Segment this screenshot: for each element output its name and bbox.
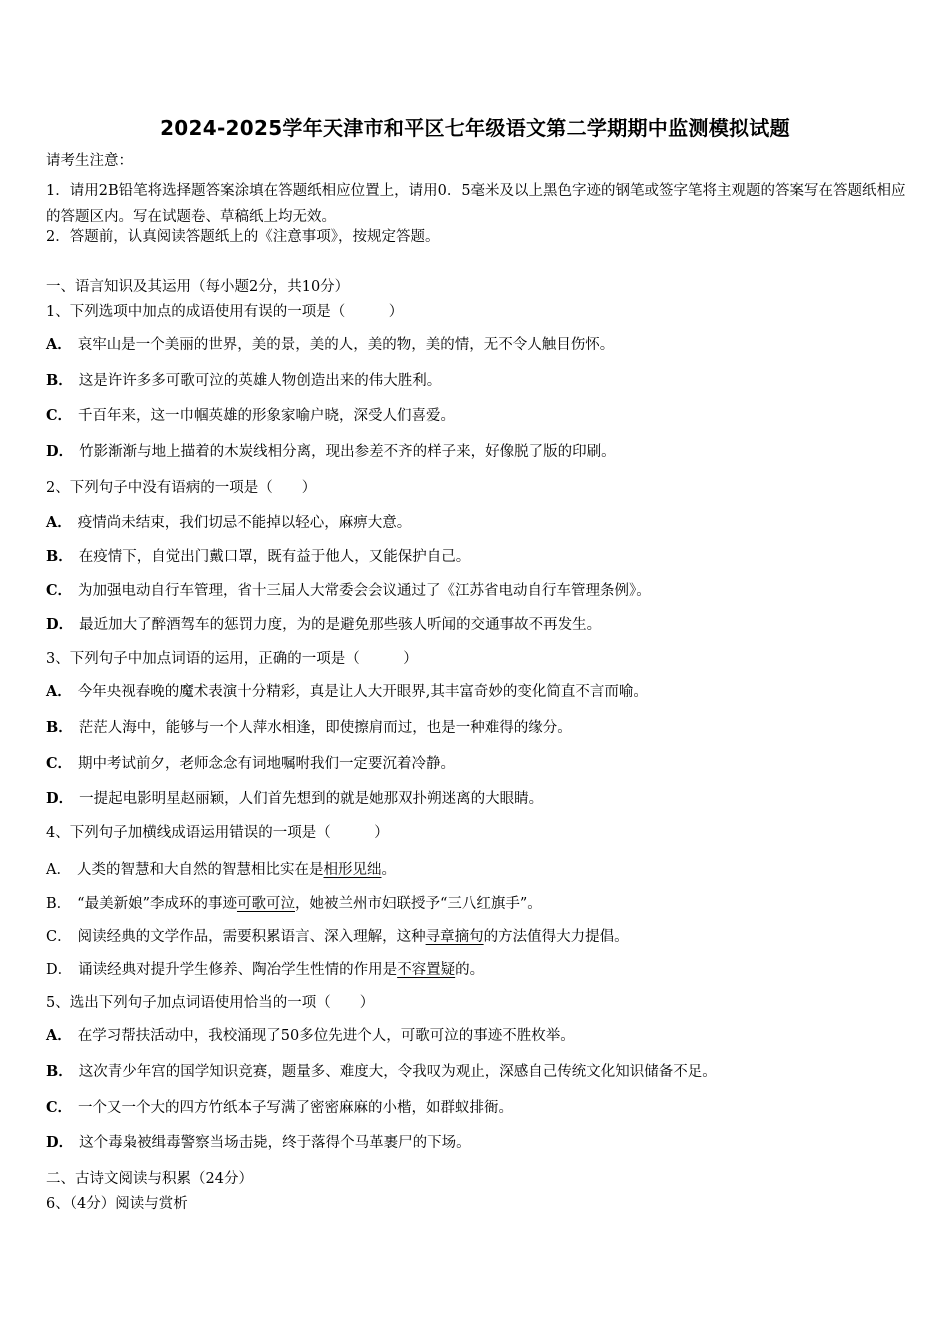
option-text: 疫情尚未结束，我们切忌不能掉以轻心，麻痹大意。 (77, 515, 412, 531)
underlined-idiom: 不容置疑 (397, 962, 456, 978)
option-letter: A． (46, 1027, 72, 1044)
question-5-option-d (46, 1134, 916, 1152)
option-text: 哀牢山是一个美丽的世界，美的景，美的人，美的物，美的情，无不令人触目伤怀。 (77, 337, 615, 353)
option-letter: A． (46, 514, 72, 531)
question-1-option-d (46, 443, 916, 461)
page-title: 2024-2025学年天津市和平区七年级语文第二学期期中监测模拟试题 (160, 116, 790, 140)
question-4-stem: 4、下列句子加横线成语运用错误的一项是（ ） (46, 825, 389, 841)
option-text: 这是许许多多可歌可泣的英雄人物创造出来的伟大胜利。 (78, 373, 442, 389)
question-3-stem: 3、下列句子中加点词语的运用，正确的一项是（ ） (46, 651, 418, 667)
option-text: 这次青少年宫的国学知识竞赛，题量多、难度大，令我叹为观止，深感自己传统文化知识储备不足。 (78, 1064, 717, 1080)
question-3-option-b (46, 719, 916, 737)
option-text: 千百年来，这一巾帼英雄的形象家喻户晓，深受人们喜爱。 (78, 408, 456, 424)
question-1-option-a (46, 336, 916, 354)
option-letter: D． (46, 1134, 74, 1151)
question-4-option-a (46, 861, 916, 879)
notice-heading: 请考生注意： (46, 153, 133, 169)
option-text: 在学习帮扶活动中，我校涌现了50多位先进个人，可歌可泣的事迹不胜枚举。 (77, 1028, 575, 1044)
option-letter: C． (46, 929, 72, 945)
option-text: 在疫情下，自觉出门戴口罩，既有益于他人，又能保护自己。 (78, 549, 471, 565)
option-letter: D． (46, 443, 74, 460)
question-4-option-c (46, 928, 916, 946)
option-text: 竹影渐渐与地上描着的木炭线相分离，现出参差不齐的样子来，好像脱了版的印刷。 (79, 444, 616, 460)
question-3-option-a (46, 683, 916, 701)
option-text: 诵读经典对提升学生修养、陶冶学生性情的作用是 (78, 962, 398, 978)
option-text: 人类的智慧和大自然的智慧相比实在是 (76, 862, 324, 878)
question-4-option-b (46, 895, 916, 913)
question-2-option-a (46, 514, 916, 532)
notice-item-2: 2．答题前，认真阅读答题纸上的《注意事项》，按规定答题。 (46, 229, 440, 245)
option-text: 阅读经典的文学作品，需要积累语言、深入理解，这种 (77, 929, 426, 945)
underlined-idiom: 寻章摘句 (425, 929, 484, 945)
question-4-option-d (46, 961, 916, 979)
option-letter: D． (46, 790, 74, 807)
question-1-option-c (46, 407, 916, 425)
option-letter: B． (46, 372, 73, 389)
option-letter: C． (46, 407, 73, 424)
option-letter: A． (46, 336, 72, 353)
question-2-option-b (46, 548, 916, 566)
section-2-heading: 二、古诗文阅读与积累（24分） (46, 1171, 253, 1187)
underlined-idiom: 可歌可泣 (236, 896, 295, 912)
option-text: “最美新娘”李成环的事迹 (77, 896, 237, 912)
section-1-heading: 一、语言知识及其运用（每小题2分，共10分） (46, 279, 350, 295)
option-letter: B． (46, 719, 73, 736)
option-letter: B． (46, 896, 72, 912)
option-letter: B． (46, 548, 73, 565)
question-5-option-a (46, 1027, 916, 1045)
option-letter: B． (46, 1063, 73, 1080)
option-text-end: 的。 (455, 962, 485, 978)
question-1-stem: 1、下列选项中加点的成语使用有误的一项是（ ） (46, 304, 404, 320)
option-text-end: 。 (381, 862, 396, 878)
option-text: 一个又一个大的四方竹纸本子写满了密密麻麻的小楷，如群蚁排衙。 (78, 1100, 514, 1116)
option-letter: C． (46, 1099, 73, 1116)
option-text: 期中考试前夕，老师念念有词地嘱咐我们一定要沉着冷静。 (78, 756, 456, 772)
notice-item-1: 1．请用2B铅笔将选择题答案涂填在答题纸相应位置上，请用0．5毫米及以上黑色字迹的钢笔或签字笔将主观题的答案写在答题纸相应的答题区内。写在试题卷、草稿纸上均无效。 (46, 183, 906, 225)
option-letter: D． (46, 962, 73, 978)
option-text-end: ，她被兰州市妇联授予“三八红旗手”。 (294, 896, 542, 912)
question-6-stem: 6、（4分）阅读与赏析 (46, 1196, 188, 1212)
option-text: 今年央视春晚的魔术表演十分精彩，真是让人大开眼界,其丰富奇妙的变化简直不言而喻。 (77, 684, 648, 700)
option-letter: D． (46, 616, 74, 633)
question-2-option-d (46, 616, 916, 634)
option-letter: C． (46, 582, 73, 599)
option-letter: A． (46, 683, 72, 700)
question-5-option-c (46, 1099, 916, 1117)
question-2-option-c (46, 582, 916, 600)
question-1-option-b (46, 372, 916, 390)
option-letter: C． (46, 755, 73, 772)
option-letter: A． (46, 862, 71, 878)
option-text: 茫茫人海中，能够与一个人萍水相逢，即使擦肩而过，也是一种难得的缘分。 (78, 720, 572, 736)
option-text: 为加强电动自行车管理，省十三届人大常委会会议通过了《江苏省电动自行车管理条例》。 (78, 583, 651, 599)
option-text: 一提起电影明星赵丽颖，人们首先想到的就是她那双扑朔迷离的大眼睛。 (79, 791, 544, 807)
underlined-idiom: 相形见绌 (323, 862, 382, 878)
question-2-stem: 2、下列句子中没有语病的一项是（ ） (46, 480, 317, 496)
question-3-option-d (46, 790, 916, 808)
option-text: 这个毒枭被缉毒警察当场击毙，终于落得个马革裹尸的下场。 (79, 1135, 471, 1151)
question-5-stem: 5、选出下列句子加点词语使用恰当的一项（ ） (46, 995, 375, 1011)
question-5-option-b (46, 1063, 916, 1081)
option-text: 最近加大了醉酒驾车的惩罚力度，为的是避免那些骇人听闻的交通事故不再发生。 (79, 617, 602, 633)
option-text-end: 的方法值得大力提倡。 (483, 929, 629, 945)
question-3-option-c (46, 755, 916, 773)
